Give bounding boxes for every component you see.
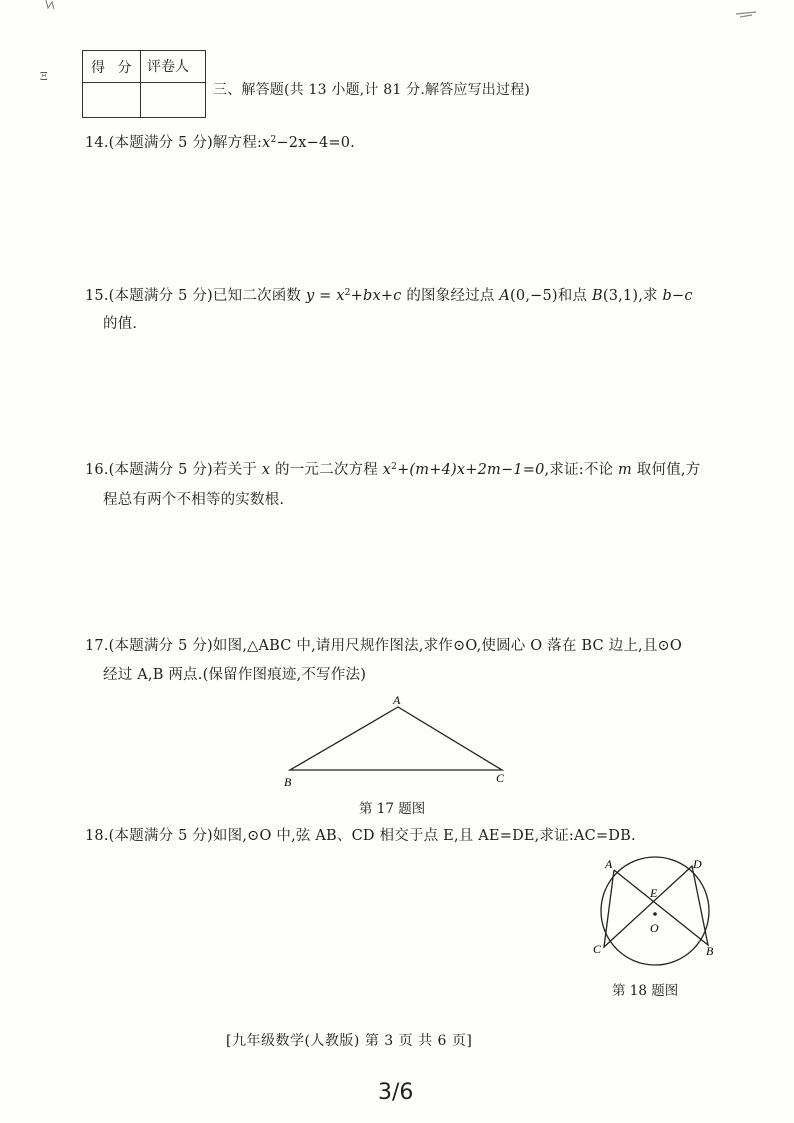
page-indicator: 3/6 bbox=[378, 1080, 414, 1105]
question-15: 15.(本题满分 5 分)已知二次函数 $y = x^2+bx+c$ 的图象经过点 A(0,−5)和点 B(3,1),求 b−c bbox=[85, 288, 693, 304]
question-15-line2: 的值. bbox=[103, 316, 138, 332]
question-18: 18.(本题满分 5 分)如图,⊙O 中,弦 AB、CD 相交于点 E,且 AE=DE,求证:AC=DB. bbox=[85, 828, 636, 844]
label-b: B bbox=[284, 775, 292, 789]
figure-17-triangle bbox=[270, 692, 530, 792]
scan-artifacts bbox=[0, 0, 794, 30]
question-16-line2: 程总有两个不相等的实数根. bbox=[103, 492, 285, 508]
label-d: D bbox=[693, 857, 702, 871]
center-point bbox=[653, 912, 657, 916]
margin-mark: Ξ bbox=[40, 70, 48, 83]
figure-18-caption: 第 18 题图 bbox=[612, 983, 679, 999]
label-c: C bbox=[496, 771, 505, 785]
grader-label: 评卷人 bbox=[147, 59, 189, 75]
label-a: A bbox=[393, 693, 401, 707]
label-c: C bbox=[593, 942, 602, 956]
triangle-abc bbox=[290, 707, 502, 770]
page-footer: [九年级数学(人教版) 第 3 页 共 6 页] bbox=[226, 1033, 473, 1049]
score-label: 得 分 bbox=[91, 60, 136, 76]
question-17-line2: 经过 A,B 两点.(保留作图痕迹,不写作法) bbox=[103, 667, 367, 683]
label-e: E bbox=[650, 886, 658, 900]
question-14: 14.(本题满分 5 分)解方程$:x^2-2x-4=0$. bbox=[85, 135, 355, 151]
figure-18-circle bbox=[586, 852, 726, 972]
question-17: 17.(本题满分 5 分)如图,△ABC 中,请用尺规作图法,求作⊙O,使圆心 O 落在 BC 边上,且⊙O bbox=[85, 638, 682, 654]
label-a: A bbox=[605, 857, 613, 871]
question-16: 16.(本题满分 5 分)若关于 x 的一元二次方程 $x^2+(m+4)x+2m-1=0$,求证:不论 m 取何值,方 bbox=[85, 462, 701, 478]
label-o: O bbox=[650, 921, 659, 935]
figure-17-caption: 第 17 题图 bbox=[359, 801, 426, 817]
label-b: B bbox=[706, 944, 714, 958]
section-title: 三、解答题(共 13 小题,计 81 分.解答应写出过程) bbox=[213, 82, 531, 98]
score-table bbox=[82, 50, 206, 118]
